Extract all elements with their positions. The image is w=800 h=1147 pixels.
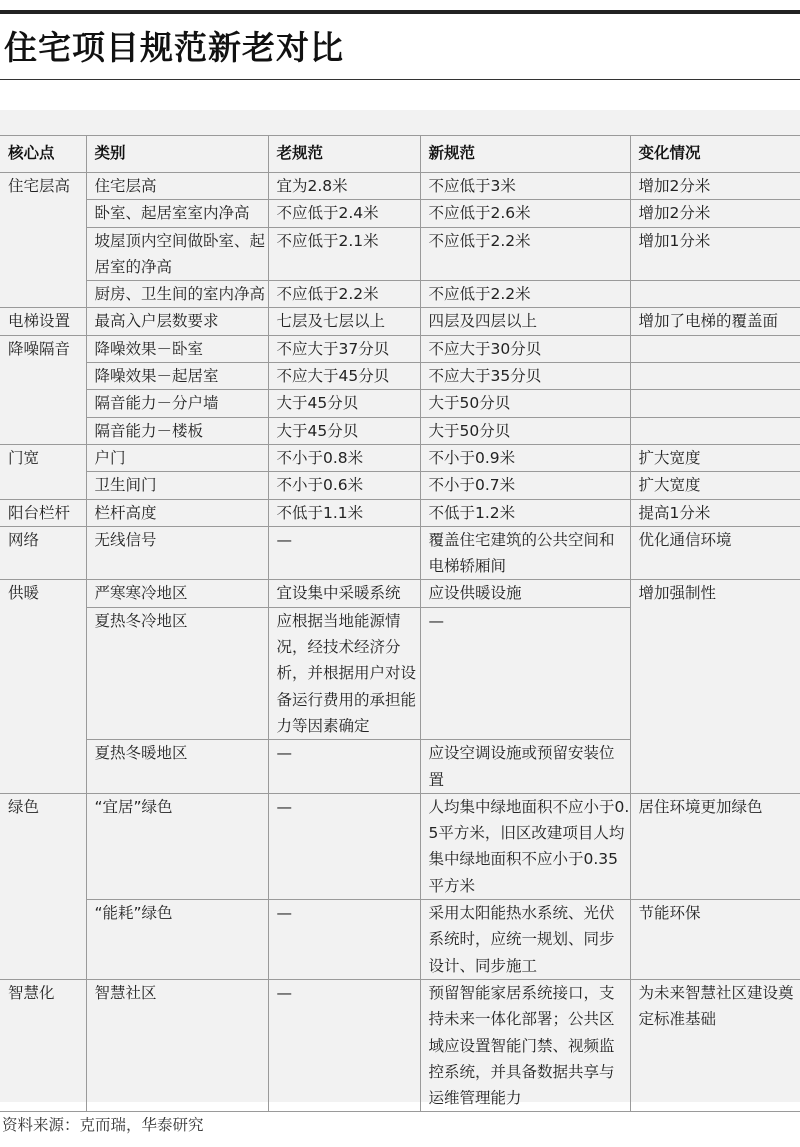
- change-cell: 增加了电梯的覆盖面: [630, 308, 800, 335]
- category-cell: “宜居”绿色: [86, 793, 268, 899]
- header-category: 类别: [86, 136, 268, 173]
- core-cell: 智慧化: [0, 979, 86, 1111]
- new-cell: 人均集中绿地面积不应小于0.5平方米，旧区改建项目人均集中绿地面积不应小于0.35平方米: [420, 793, 630, 899]
- old-cell: 不应低于2.1米: [268, 227, 420, 281]
- change-cell: 提高1分米: [630, 499, 800, 526]
- new-cell: 采用太阳能热水系统、光伏系统时，应统一规划、同步设计、同步施工: [420, 900, 630, 980]
- old-cell: 大于45分贝: [268, 417, 420, 444]
- category-cell: 户门: [86, 444, 268, 471]
- old-cell: —: [268, 740, 420, 794]
- new-cell: 预留智能家居系统接口，支持未来一体化部署；公共区域应设置智能门禁、视频监控系统，并具备数据共享与运维管理能力: [420, 979, 630, 1111]
- old-cell: 宜为2.8米: [268, 173, 420, 200]
- old-cell: —: [268, 793, 420, 899]
- new-cell: 不应大于35分贝: [420, 363, 630, 390]
- old-cell: —: [268, 979, 420, 1111]
- header-change: 变化情况: [630, 136, 800, 173]
- table-row: [0, 793, 800, 899]
- category-cell: “能耗”绿色: [86, 900, 268, 980]
- category-cell: 无线信号: [86, 526, 268, 580]
- new-cell: 大于50分贝: [420, 417, 630, 444]
- old-cell: 不小于0.8米: [268, 444, 420, 471]
- category-cell: 卫生间门: [86, 472, 268, 499]
- top-rule: [0, 10, 800, 14]
- change-cell: [630, 390, 800, 417]
- new-cell: 覆盖住宅建筑的公共空间和电梯轿厢间: [420, 526, 630, 580]
- category-cell: 栏杆高度: [86, 499, 268, 526]
- category-cell: 隔音能力－楼板: [86, 417, 268, 444]
- change-cell: [630, 417, 800, 444]
- core-cell: 门宽: [0, 444, 86, 499]
- table-row: [0, 417, 800, 444]
- category-cell: 住宅层高: [86, 173, 268, 200]
- change-cell: [630, 363, 800, 390]
- new-cell: 应设供暖设施: [420, 580, 630, 607]
- new-cell: 应设空调设施或预留安装位置: [420, 740, 630, 794]
- old-cell: 不应大于45分贝: [268, 363, 420, 390]
- change-cell: [630, 281, 800, 308]
- new-cell: 不应低于2.2米: [420, 227, 630, 281]
- change-cell: [630, 335, 800, 362]
- header-new: 新规范: [420, 136, 630, 173]
- new-cell: 不应大于30分贝: [420, 335, 630, 362]
- title-rule: [0, 79, 800, 80]
- category-cell: 厨房、卫生间的室内净高: [86, 281, 268, 308]
- old-cell: 不应低于2.2米: [268, 281, 420, 308]
- table-row: [0, 900, 800, 980]
- old-cell: 大于45分贝: [268, 390, 420, 417]
- old-cell: 不应大于37分贝: [268, 335, 420, 362]
- category-cell: 卧室、起居室室内净高: [86, 200, 268, 227]
- core-cell: 绿色: [0, 793, 86, 979]
- category-cell: 严寒寒冷地区: [86, 580, 268, 607]
- new-cell: 不小于0.7米: [420, 472, 630, 499]
- new-cell: 不小于0.9米: [420, 444, 630, 471]
- core-cell: 降噪隔音: [0, 335, 86, 444]
- category-cell: 降噪效果－卧室: [86, 335, 268, 362]
- comparison-table: [0, 135, 800, 1112]
- core-cell: 阳台栏杆: [0, 499, 86, 526]
- header-old: 老规范: [268, 136, 420, 173]
- category-cell: 夏热冬冷地区: [86, 607, 268, 739]
- old-cell: 应根据当地能源情况，经技术经济分析，并根据用户对设备运行费用的承担能力等因素确定: [268, 607, 420, 739]
- change-cell: 居住环境更加绿色: [630, 793, 800, 899]
- change-cell: 为未来智慧社区建设奠定标准基础: [630, 979, 800, 1111]
- table-row: [0, 390, 800, 417]
- table-row: [0, 363, 800, 390]
- new-cell: —: [420, 607, 630, 739]
- old-cell: 宜设集中采暖系统: [268, 580, 420, 607]
- core-cell: 电梯设置: [0, 308, 86, 335]
- new-cell: 不应低于2.2米: [420, 281, 630, 308]
- new-cell: 不应低于2.6米: [420, 200, 630, 227]
- header-row: [0, 136, 800, 173]
- table-row: [0, 526, 800, 580]
- old-cell: 不小于0.6米: [268, 472, 420, 499]
- change-cell: 节能环保: [630, 900, 800, 980]
- category-cell: 最高入户层数要求: [86, 308, 268, 335]
- table-row: [0, 499, 800, 526]
- table-row: [0, 227, 800, 281]
- change-cell: 扩大宽度: [630, 472, 800, 499]
- source-note: 资料来源：克而瑞，华泰研究: [2, 1116, 204, 1134]
- old-cell: 七层及七层以上: [268, 308, 420, 335]
- old-cell: 不应低于2.4米: [268, 200, 420, 227]
- change-cell: 增加2分米: [630, 173, 800, 200]
- old-cell: —: [268, 526, 420, 580]
- change-cell: 增加2分米: [630, 200, 800, 227]
- core-cell: 网络: [0, 526, 86, 580]
- table-row: [0, 580, 800, 607]
- old-cell: —: [268, 900, 420, 980]
- table-row: [0, 472, 800, 499]
- table-row: [0, 335, 800, 362]
- core-cell: 住宅层高: [0, 173, 86, 308]
- new-cell: 不应低于3米: [420, 173, 630, 200]
- table-row: [0, 444, 800, 471]
- new-cell: 大于50分贝: [420, 390, 630, 417]
- core-cell: 供暖: [0, 580, 86, 793]
- category-cell: 降噪效果－起居室: [86, 363, 268, 390]
- old-cell: 不低于1.1米: [268, 499, 420, 526]
- change-cell: 优化通信环境: [630, 526, 800, 580]
- page-title: 住宅项目规范新老对比: [4, 28, 344, 67]
- change-cell: 扩大宽度: [630, 444, 800, 471]
- table-row: [0, 979, 800, 1111]
- category-cell: 坡屋顶内空间做卧室、起居室的净高: [86, 227, 268, 281]
- table-row: [0, 281, 800, 308]
- table-row: [0, 308, 800, 335]
- category-cell: 智慧社区: [86, 979, 268, 1111]
- header-core: 核心点: [0, 136, 86, 173]
- table-row: [0, 173, 800, 200]
- table-row: [0, 200, 800, 227]
- category-cell: 隔音能力－分户墙: [86, 390, 268, 417]
- change-cell: 增加1分米: [630, 227, 800, 281]
- category-cell: 夏热冬暖地区: [86, 740, 268, 794]
- change-cell: 增加强制性: [630, 580, 800, 793]
- new-cell: 四层及四层以上: [420, 308, 630, 335]
- new-cell: 不低于1.2米: [420, 499, 630, 526]
